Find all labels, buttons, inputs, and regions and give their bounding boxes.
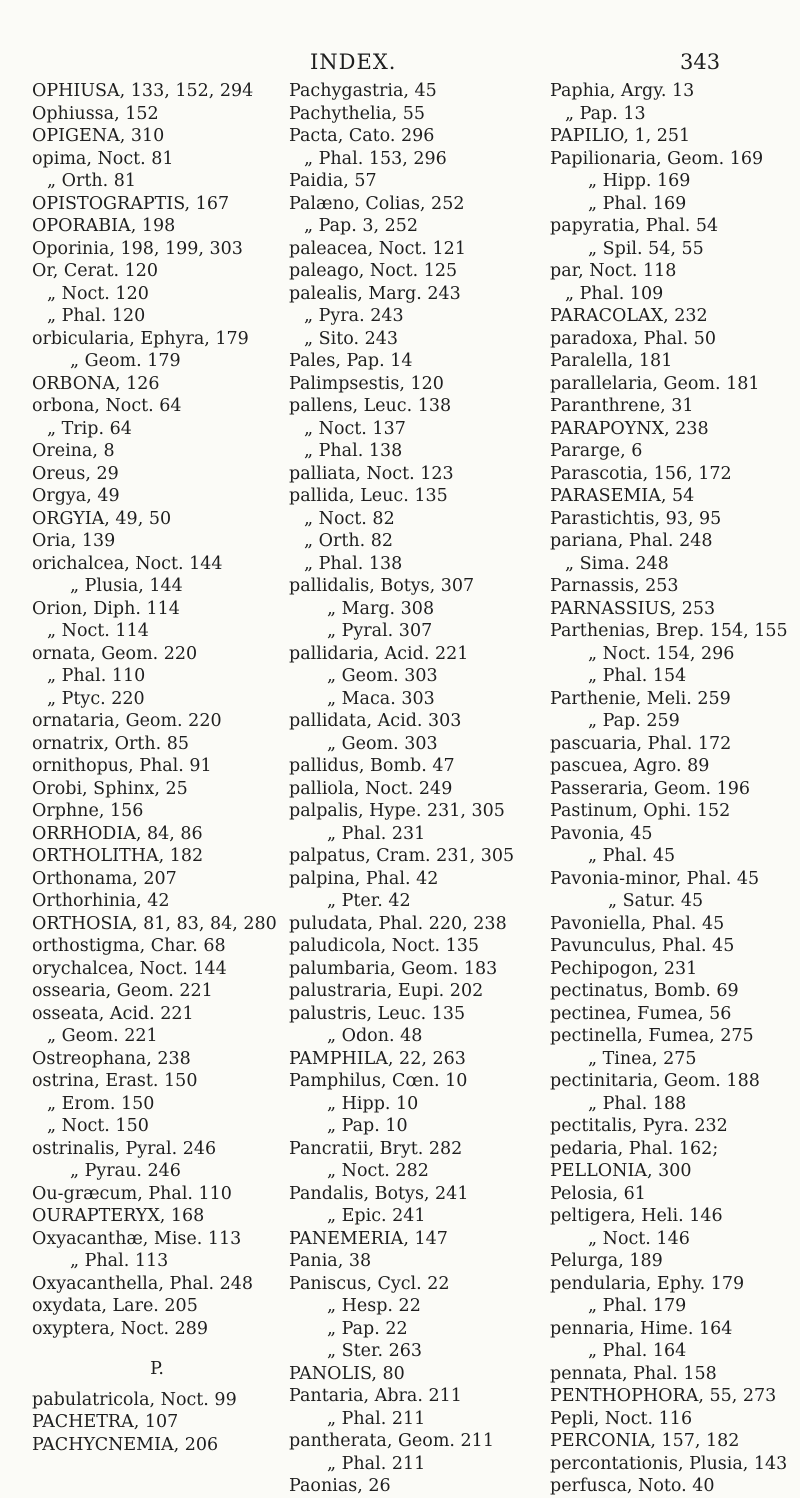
index-entry: „ Phal. 231 — [327, 823, 426, 844]
index-column-1 — [32, 80, 282, 1456]
index-entry: Paidia, 57 — [289, 171, 377, 191]
index-entry: Ostreophana, 238 — [32, 1048, 191, 1069]
index-entry: Paniscus, Cycl. 22 — [289, 1273, 450, 1294]
index-entry: pectinea, Fumea, 56 — [550, 1003, 732, 1024]
index-entry: „ Phal. 138 — [304, 441, 403, 461]
index-entry: Orgya, 49 — [32, 486, 120, 506]
index-entry: Oria, 139 — [32, 531, 116, 551]
index-entry: ostrina, Erast. 150 — [32, 1071, 198, 1091]
index-entry: orbona, Noct. 64 — [32, 396, 182, 416]
index-entry: Parthenias, Brep. 154, 155 — [550, 621, 788, 641]
index-entry: „ Phal. 110 — [47, 666, 146, 686]
index-entry: Oxyacanthella, Phal. 248 — [32, 1273, 254, 1294]
index-entry: oxyptera, Noct. 289 — [32, 1318, 209, 1339]
index-entry: Palæno, Colias, 252 — [289, 193, 465, 214]
index-entry: „ Hesp. 22 — [327, 1296, 421, 1316]
index-entry: palpina, Phal. 42 — [289, 868, 439, 889]
index-entry: PENTHOPHORA, 55, 273 — [550, 1386, 777, 1406]
index-entry: Pachygastria, 45 — [289, 81, 437, 101]
index-entry: palumbaria, Geom. 183 — [289, 958, 498, 979]
index-entry: „ Noct. 154, 296 — [588, 643, 735, 664]
index-entry: PAMPHILA, 22, 263 — [289, 1048, 466, 1069]
index-entry: PACHYCNEMIA, 206 — [32, 1434, 219, 1455]
index-entry: „ Pap. 13 — [565, 103, 646, 124]
index-entry: Pancratii, Bryt. 282 — [289, 1138, 463, 1159]
index-entry: parallelaria, Geom. 181 — [550, 373, 760, 394]
index-entry: Pavonia, 45 — [550, 823, 653, 844]
index-entry: pectinella, Fumea, 275 — [550, 1026, 754, 1046]
index-entry: papyratia, Phal. 54 — [550, 216, 719, 236]
index-entry: orychalcea, Noct. 144 — [32, 958, 227, 979]
index-entry: Pachythelia, 55 — [289, 103, 426, 124]
index-entry: percontationis, Plusia, 143 — [550, 1453, 788, 1474]
index-entry: pallens, Leuc. 138 — [289, 396, 452, 416]
index-entry: Pania, 38 — [289, 1251, 372, 1271]
index-entry: „ Epic. 241 — [327, 1206, 426, 1226]
index-entry: PARAPOYNX, 238 — [550, 418, 709, 439]
index-entry: pallidus, Bomb. 47 — [289, 756, 455, 776]
index-entry: perfusca, Noto. 40 — [550, 1476, 715, 1496]
index-entry: „ Pyral. 307 — [327, 621, 433, 641]
index-entry: Pales, Pap. 14 — [289, 351, 413, 371]
index-entry: Orobi, Sphinx, 25 — [32, 778, 188, 799]
index-entry: Orthorhinia, 42 — [32, 891, 170, 911]
index-entry: Paranthrene, 31 — [550, 396, 694, 416]
index-entry: Ophiussa, 152 — [32, 103, 159, 124]
index-entry: OPORABIA, 198 — [32, 216, 176, 236]
index-entry: Ou-græcum, Phal. 110 — [32, 1183, 232, 1204]
index-entry: pennaria, Hime. 164 — [550, 1318, 733, 1339]
index-entry: „ Phal. 120 — [47, 306, 146, 326]
index-entry: pascuaria, Phal. 172 — [550, 733, 732, 754]
index-entry: orichalcea, Noct. 144 — [32, 553, 223, 574]
index-entry: „ Phal. 113 — [70, 1251, 169, 1271]
index-entry: „ Phal. 169 — [588, 193, 687, 214]
index-entry: pedaria, Phal. 162; — [550, 1138, 719, 1159]
index-entry: par, Noct. 118 — [550, 261, 677, 281]
index-entry: ossearia, Geom. 221 — [32, 981, 213, 1001]
index-entry: OPHIUSA, 133, 152, 294 — [32, 81, 254, 101]
index-entry: „ Satur. 45 — [608, 891, 704, 911]
index-entry: paleacea, Noct. 121 — [289, 238, 466, 259]
index-entry: Pantaria, Abra. 211 — [289, 1386, 462, 1406]
index-entry: PARACOLAX, 232 — [550, 306, 708, 326]
index-entry: „ Odon. 48 — [327, 1026, 423, 1046]
index-entry: ORGYIA, 49, 50 — [32, 508, 172, 529]
index-entry: Pamphilus, Cœn. 10 — [289, 1071, 468, 1091]
index-entry: Oreina, 8 — [32, 441, 115, 461]
index-entry: ostrinalis, Pyral. 246 — [32, 1138, 217, 1159]
index-entry: PACHETRA, 107 — [32, 1412, 179, 1432]
index-entry: Paralella, 181 — [550, 351, 673, 371]
index-entry: Parascotia, 156, 172 — [550, 463, 732, 484]
index-entry: „ Phal. 154 — [588, 666, 687, 686]
index-entry: PERCONIA, 157, 182 — [550, 1431, 740, 1451]
index-entry: „ Pyrau. 246 — [70, 1161, 181, 1181]
index-entry: PAPILIO, 1, 251 — [550, 126, 691, 146]
index-entry: palustris, Leuc. 135 — [289, 1003, 466, 1024]
page-number: 343 — [680, 50, 721, 74]
index-entry: pectinatus, Bomb. 69 — [550, 981, 739, 1001]
index-entry: PARNASSIUS, 253 — [550, 598, 716, 619]
index-entry: osseata, Acid. 221 — [32, 1003, 194, 1024]
index-entry: „ Geom. 303 — [327, 666, 438, 686]
index-entry: „ Orth. 82 — [304, 531, 394, 551]
running-head — [0, 50, 800, 80]
index-entry: pantherata, Geom. 211 — [289, 1431, 494, 1451]
index-entry: „ Pter. 42 — [327, 891, 411, 911]
index-entry: Orphne, 156 — [32, 801, 144, 821]
index-entry: „ Phal. 109 — [565, 283, 664, 304]
index-entry: Or, Cerat. 120 — [32, 261, 159, 281]
index-entry: Pavonia-minor, Phal. 45 — [550, 868, 760, 889]
index-entry: ORTHOSIA, 81, 83, 84, 280 — [32, 913, 277, 934]
index-entry: pectinitaria, Geom. 188 — [550, 1071, 760, 1091]
index-entry: Pechipogon, 231 — [550, 958, 698, 979]
index-entry: „ Noct. 150 — [47, 1116, 149, 1136]
index-entry: puludata, Phal. 220, 238 — [289, 913, 507, 934]
index-entry: „ Noct. 137 — [304, 418, 406, 439]
index-entry: Orion, Diph. 114 — [32, 598, 180, 619]
index-entry: paludicola, Noct. 135 — [289, 936, 480, 956]
index-entry: Pavoniella, Phal. 45 — [550, 913, 725, 934]
index-entry: PANOLIS, 80 — [289, 1363, 405, 1384]
index-entry: „ Sima. 248 — [565, 553, 669, 574]
index-entry: Pararge, 6 — [550, 441, 643, 461]
index-entry: palliola, Noct. 249 — [289, 778, 453, 799]
index-entry: Pacta, Cato. 296 — [289, 126, 435, 146]
index-entry: Palimpsestis, 120 — [289, 373, 444, 394]
index-entry: „ Noct. 282 — [327, 1161, 429, 1181]
index-entry: PARASEMIA, 54 — [550, 486, 695, 506]
index-column-3 — [550, 80, 800, 1498]
index-entry: „ Phal. 211 — [327, 1453, 426, 1474]
index-entry: Pandalis, Botys, 241 — [289, 1183, 469, 1204]
index-entry: „ Pap. 259 — [588, 711, 680, 731]
index-entry: „ Hipp. 10 — [327, 1093, 419, 1114]
index-entry: „ Orth. 81 — [47, 171, 137, 191]
page-title: INDEX. — [310, 50, 397, 74]
index-entry: „ Phal. 211 — [327, 1408, 426, 1429]
index-entry: orthostigma, Char. 68 — [32, 936, 226, 956]
index-entry: palustraria, Eupi. 202 — [289, 981, 484, 1001]
index-entry: pennata, Phal. 158 — [550, 1363, 717, 1384]
index-entry: pectitalis, Pyra. 232 — [550, 1116, 728, 1136]
index-entry: Parnassis, 253 — [550, 576, 679, 596]
index-column-2 — [289, 80, 539, 1498]
index-entry: „ Pyra. 243 — [304, 306, 404, 326]
index-entry: „ Geom. 221 — [47, 1026, 158, 1046]
index-entry: „ Ster. 263 — [327, 1341, 422, 1361]
index-entry: ornata, Geom. 220 — [32, 643, 198, 664]
index-entry: pallidaria, Acid. 221 — [289, 643, 469, 664]
index-entry: PELLONIA, 300 — [550, 1161, 692, 1181]
index-entry: OURAPTERYX, 168 — [32, 1206, 205, 1226]
index-entry: „ Ptyc. 220 — [47, 688, 145, 709]
index-entry: Oreus, 29 — [32, 463, 119, 484]
index-entry: „ Spil. 54, 55 — [588, 238, 704, 259]
index-entry: Pavunculus, Phal. 45 — [550, 936, 735, 956]
index-entry: palealis, Marg. 243 — [289, 283, 461, 304]
index-entry: „ Sito. 243 — [304, 328, 399, 349]
index-entry: palliata, Noct. 123 — [289, 463, 454, 484]
index-entry: OPIGENA, 310 — [32, 126, 165, 146]
index-entry: „ Geom. 303 — [327, 733, 438, 754]
index-entry: „ Pap. 3, 252 — [304, 216, 419, 236]
index-entry: „ Tinea, 275 — [588, 1048, 697, 1069]
index-entry: opima, Noct. 81 — [32, 148, 174, 169]
index-entry: Pelurga, 189 — [550, 1251, 663, 1271]
index-entry: Papilionaria, Geom. 169 — [550, 148, 764, 169]
index-entry: „ Phal. 45 — [588, 846, 676, 866]
index-entry: „ Phal. 153, 296 — [304, 148, 447, 169]
index-entry: Pepli, Noct. 116 — [550, 1408, 693, 1429]
index-entry: ornithopus, Phal. 91 — [32, 756, 212, 776]
index-entry: „ Trip. 64 — [47, 418, 132, 439]
index-entry: „ Maca. 303 — [327, 688, 435, 709]
index-entry: pabulatricola, Noct. 99 — [32, 1389, 237, 1410]
index-entry: ORBONA, 126 — [32, 373, 160, 394]
index-entry: „ Pap. 10 — [327, 1116, 408, 1136]
index-entry: palpatus, Cram. 231, 305 — [289, 846, 515, 866]
index-entry: Passeraria, Geom. 196 — [550, 778, 751, 799]
index-entry: „ Phal. 179 — [588, 1296, 687, 1316]
index-entry: „ Geom. 179 — [70, 351, 181, 371]
index-entry: Pastinum, Ophi. 152 — [550, 801, 731, 821]
index-entry: palpalis, Hype. 231, 305 — [289, 801, 505, 821]
index-entry: Parthenie, Meli. 259 — [550, 688, 731, 709]
index-entry: orbicularia, Ephyra, 179 — [32, 328, 249, 349]
index-entry: „ Noct. 120 — [47, 283, 149, 304]
index-entry: paleago, Noct. 125 — [289, 261, 458, 281]
index-entry: „ Plusia, 144 — [70, 576, 183, 596]
index-entry: pascuea, Agro. 89 — [550, 756, 710, 776]
index-entry: pendularia, Ephy. 179 — [550, 1273, 745, 1294]
index-entry: „ Pap. 22 — [327, 1318, 408, 1339]
index-entry: Paphia, Argy. 13 — [550, 81, 695, 101]
index-entry: Orthonama, 207 — [32, 868, 177, 889]
index-entry: oxydata, Lare. 205 — [32, 1296, 198, 1316]
index-entry: peltigera, Heli. 146 — [550, 1206, 723, 1226]
index-entry: „ Marg. 308 — [327, 598, 435, 619]
index-entry: „ Erom. 150 — [47, 1093, 155, 1114]
index-entry: ORRHODIA, 84, 86 — [32, 823, 203, 844]
index-entry: PANEMERIA, 147 — [289, 1228, 448, 1249]
index-entry: Paonias, 26 — [289, 1476, 391, 1496]
index-entry: paradoxa, Phal. 50 — [550, 328, 717, 349]
index-entry: „ Hipp. 169 — [588, 171, 691, 191]
index-entry: Parastichtis, 93, 95 — [550, 508, 722, 529]
index-entry: ORTHOLITHA, 182 — [32, 846, 204, 866]
index-entry: „ Phal. 164 — [588, 1341, 687, 1361]
index-entry: „ Noct. 146 — [588, 1228, 690, 1249]
index-entry: OPISTOGRAPTIS, 167 — [32, 193, 230, 214]
index-entry: Oxyacanthæ, Mise. 113 — [32, 1228, 242, 1249]
index-entry: pallida, Leuc. 135 — [289, 486, 448, 506]
index-entry: „ Noct. 114 — [47, 621, 149, 641]
index-entry: pariana, Phal. 248 — [550, 531, 713, 551]
index-entry: Pelosia, 61 — [550, 1183, 646, 1204]
index-entry: Oporinia, 198, 199, 303 — [32, 238, 243, 259]
index-entry: pallidata, Acid. 303 — [289, 711, 462, 731]
index-entry: ornataria, Geom. 220 — [32, 711, 222, 731]
index-entry: „ Noct. 82 — [304, 508, 395, 529]
index-entry: „ Phal. 188 — [588, 1093, 687, 1114]
index-entry: „ Phal. 138 — [304, 553, 403, 574]
index-entry: ornatrix, Orth. 85 — [32, 733, 190, 754]
index-entry: pallidalis, Botys, 307 — [289, 576, 475, 596]
section-letter: P. — [150, 1359, 164, 1379]
